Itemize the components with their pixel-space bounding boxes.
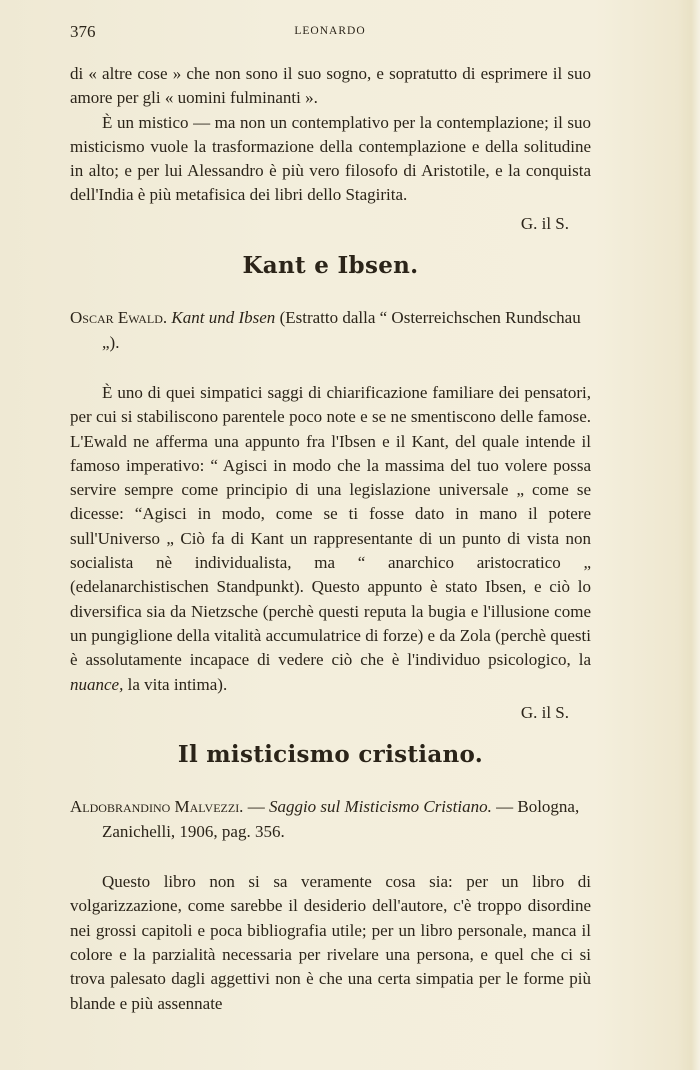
paragraph: di « altre cose » che non sono il suo sogno, e sopratutto di esprimere il suo amore per gli « uomini fulminanti ». — [70, 64, 591, 108]
reference-details: (Estratto dalla “ Osterreichschen Rundschau „). — [102, 308, 581, 352]
bibliographic-reference — [70, 795, 591, 844]
reference-title: Saggio sul Misticismo Cristiano. — [268, 797, 492, 817]
paragraph: Questo libro non si sa veramente cosa sia: per un libro di volgarizzazione, come sarebbe il desiderio dell'autore, c'è troppo disordine nei grossi capitoli e poca bibliografia utile; per un libro personale, manca il colore e la parzialità necessaria per rivelare una persona, e quel che ci si trova palesato dagli aggettivi non è che una certa simpatia per le forme più blande e più assennate — [70, 872, 591, 1013]
running-head: LEONARDO — [294, 25, 366, 37]
reference-details: — Bologna, Zanichelli, 1906, pag. 356. — [102, 797, 580, 841]
paragraph: È un mistico — ma non un contemplativo per la contemplazione; il suo misticismo vuole la trasformazione della contemplazione e della solitudine in alto; e per lui Alessandro è più vero filosofo di Aristotile, e la conquista dell'India è più metafisica dei libri dello Stagirita. — [70, 112, 591, 205]
page-header — [70, 22, 590, 46]
reference-title: Kant und Ibsen — [171, 308, 276, 328]
paragraph-text: È uno di quei simpatici saggi di chiarificazione familiare dei pensatori, per cui si stabiliscono parentele poco note e se ne smentiscono delle famose. L'Ewald ne afferma una appunto fra l'Ibsen e il Kant, del quale intende il famoso imperativo: “ Agisci in modo che la massima del tuo volere possa servire sempre come principio di una legislazione universale „ come se dicesse: “Agisci in modo, come se ti fosse dato in mano il potere sull'Universo „ Ciò fa di Kant un rappresentante di un punto di vista non socialista nè individualista, ma “ anarchico aristocratico „ (edelanarchistischen Standpunkt). Questo appunto è stato Ibsen, e ciò lo diversifica sia da Nietzsche (perchè questi reputa la bugia e l'illusione come un pungiglione della vitalità accumulatrice di forze) e da Zola (perchè questi è assolutamente incapace di vedere ciò che è l'individuo psicologico, la — [70, 382, 591, 670]
emphasized-word: nuance, — [70, 674, 124, 694]
reference-author: Aldobrandino Malvezzi. — [70, 797, 244, 817]
section-title: Il misticismo cristiano. — [177, 741, 484, 769]
page-edge — [678, 0, 700, 1070]
page-body — [70, 62, 591, 1016]
reference-separator: — — [243, 797, 269, 817]
page-number: 376 — [70, 22, 96, 41]
signature: G. il S. — [520, 702, 569, 722]
bibliographic-reference — [70, 306, 591, 355]
signature: G. il S. — [520, 213, 569, 233]
paragraph — [70, 381, 591, 697]
reference-author: Oscar Ewald. — [70, 308, 168, 328]
paragraph-text: la vita intima). — [123, 674, 228, 694]
section-title: Kant e Ibsen. — [242, 252, 419, 280]
